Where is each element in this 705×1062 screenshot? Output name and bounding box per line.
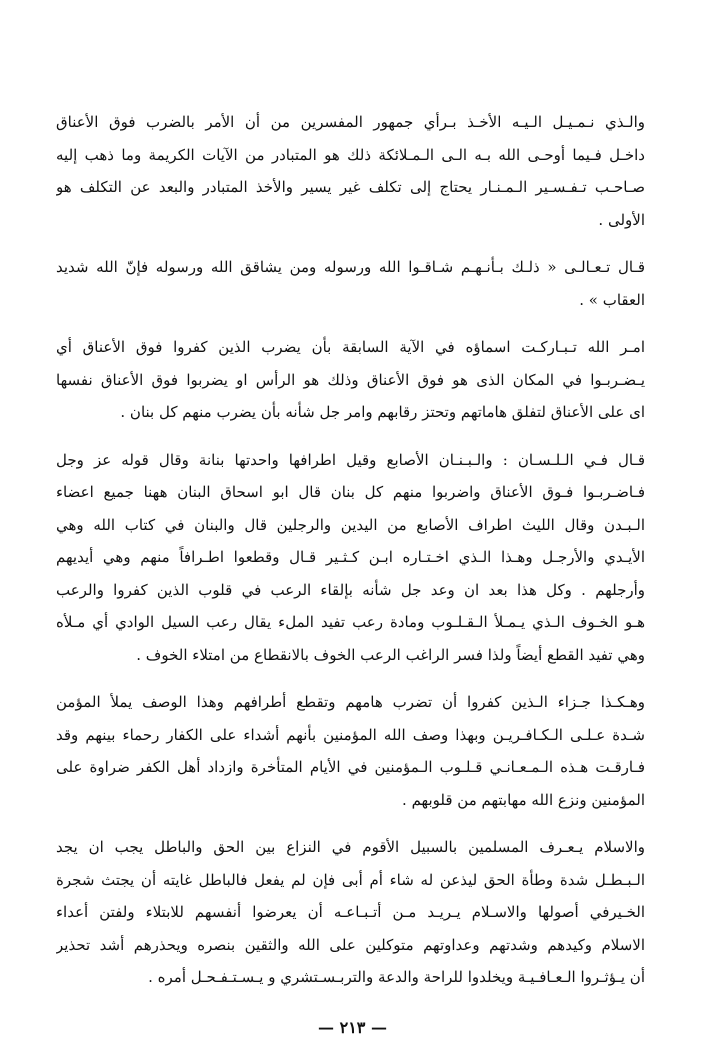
text-line: داخـل فـيما أوحـى الله بـه الـى الـمـلائكة ذلك هو المتبادر من الآيات الكريمة وما ذهب إليه	[56, 145, 645, 164]
text-line: صـاحـب تـفـسـير الـمـنـار يحتاج إلى تكلف غير يسير والأخذ المتبادر والبعد عن التكلف هو	[56, 178, 645, 196]
text-line: اى على الأعناق لتفلق هاماتهم وتحتز رقابهم وامر جل شأنه بأن يضرب منهم كل بنان .	[120, 403, 645, 421]
text-line: وأرجلهم . وكل هذا بعد ان وعد جل شأنه بإلقاء الرعب في قلوب الذين كفروا والرعب	[56, 580, 645, 599]
text-line: قـال تـعـالـى « ذلـك بـأنـهـم شـاقـوا الله ورسوله ومن يشاقق الله ورسوله فإنّ الله شديد	[56, 258, 645, 276]
text-line: فـاضـربـوا فـوق الأعناق واضربوا منهم كل بنان قال ابو اسحاق البنان ههنا جميع اعضاء	[56, 483, 645, 501]
text-line: أن يـؤثـروا الـعـافـيـة ويخلدوا للراحة والدعة والتربـسـتشري و يـسـتـفـحـل أمره .	[148, 968, 645, 986]
paragraph	[56, 831, 645, 994]
text-line: يـضـربـوا في المكان الذى هو فوق الأعناق وذلك هو الرأس او يضربوا فوق الأعناق نفسها	[56, 370, 645, 389]
paragraph-gap	[56, 429, 645, 444]
text-line: الـبـدن وقال الليث اطراف الأصابع من اليدين والرجلين قال والبنان في كتاب الله وهي	[56, 515, 645, 534]
text-line: العقاب » .	[579, 290, 645, 309]
paragraph	[56, 106, 645, 236]
text-line: هـو الخـوف الـذي يـمـلأ الـقـلـوب ومادة رعب تفيد الملء يقال رعب السيل الوادي أي مـلأه	[56, 613, 645, 631]
paragraph-gap	[56, 671, 645, 686]
text-line: والـذي نـمـيـل الـيـه الأخـذ بـرأي جمهور المفسرين من أن الأمر بالضرب فوق الأعناق	[56, 113, 645, 131]
paragraph	[56, 444, 645, 672]
text-line: الاسلام وكيدهم وشدتهم وعداوتهم متوكلين على الله والثقين بنصره ويحذرهم أشد تحذير	[56, 935, 645, 954]
text-line: امـر الله تـبـاركـت اسماؤه في الآية السابقة بأن يضرب الذين كفروا فوق الأعناق أي	[56, 338, 645, 356]
page-body	[56, 106, 645, 994]
text-line: المؤمنين ونزع الله مهابتهم من قلوبهم .	[402, 790, 645, 809]
text-line: وهـكـذا جـزاء الـذين كفروا أن تضرب هامهم وتقطع أطرافهم وهذا الوصف يملأ المؤمن	[56, 693, 645, 711]
text-line: قـال فـي الـلـسـان : والـبـنـان الأصابع وقيل اطرافها واحدتها بنانة وقال قوله عز وجل	[56, 450, 645, 469]
paragraph-gap	[56, 236, 645, 251]
text-line: وهي تفيد القطع أيضاً ولذا فسر الراغب الرعب الخوف بالانقطاع من امتلاء الخوف .	[136, 645, 645, 664]
text-line: شـدة عـلـى الـكـافـريـن وبهذا وصف الله المؤمنين بأنهم أشداء على الكفار رحماء بينهم وقد	[56, 725, 645, 744]
text-line: الخـيرفي أصولها والاسـلام يـريـد مـن أتـبـاعـه أن يعرضوا أنفسهم للابتلاء ولفتن أعداء	[56, 903, 645, 921]
paragraph	[56, 686, 645, 816]
paragraph-gap	[56, 316, 645, 331]
text-line: الـبـطـل شدة وطأة الحق ليذعن له شاء أم أبى فإن لم يفعل فالباطل غايته أن يجتث شجرة	[56, 870, 645, 889]
paragraph	[56, 251, 645, 316]
text-line: فـارقـت هـذه الـمـعـانـي قـلـوب الـمؤمنين في الأيام المتأخرة وازداد أهل الكفر ضراوة على	[56, 758, 645, 776]
text-line: الأولى .	[598, 210, 645, 229]
text-line: الأيـدي والأرجـل وهـذا الـذي اخـتـاره ابـن كـثـير قـال وقطعوا اطـرافاً منهم وهي أيديهم	[56, 548, 645, 566]
page-number: — ٢١٣ —	[318, 1018, 387, 1037]
paragraph	[56, 331, 645, 429]
text-line: والاسلام يـعـرف المسلمين بالسبيل الأقوم في النزاع بين الحق والباطل يجب ان يجد	[56, 838, 645, 856]
paragraph-gap	[56, 816, 645, 831]
